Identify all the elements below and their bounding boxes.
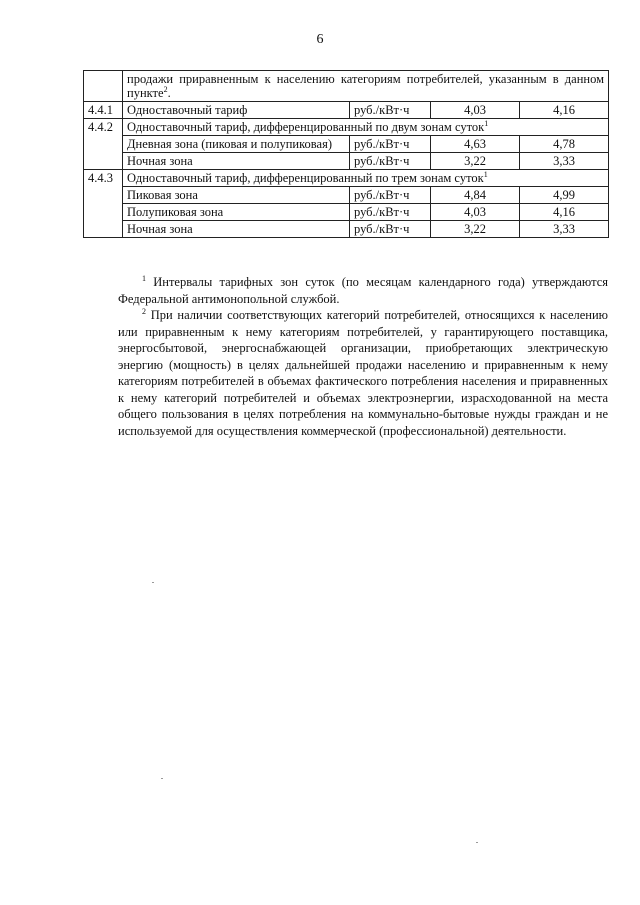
- row-name: Полупиковая зона: [123, 204, 350, 221]
- group-header-text: Одноставочный тариф, дифференцированный по трем зонам суток: [127, 171, 484, 185]
- footnote-text: При наличии соответствующих категорий потребителей, относящихся к населению или приравненным к нему категориям потребителей, у гарантирующего поставщика, энергосбытовой, энергоснабжающей организации, приобретающих электрическую энергию (мощность) в целях дальнейшей продажи населению и приравненным к нему категориям потребителей в объемах фактического потребления населения и приравненных к нему категорий потребителей и объемах электроэнергии, израсходованной на места общего пользования в целях потребления на коммунально-бытовые нужды граждан и не используемой для осуществления коммерческой (профессиональной) деятельности.: [118, 308, 608, 438]
- row-unit: руб./кВт·ч: [350, 153, 431, 170]
- row-value-1: 4,03: [431, 204, 520, 221]
- scan-speck: [152, 582, 154, 583]
- footnote-ref: 1: [483, 169, 488, 179]
- table-row: [84, 119, 609, 136]
- footnote-2: [118, 307, 608, 439]
- table-row: [84, 187, 609, 204]
- group-header: [123, 170, 609, 187]
- table-row: [84, 221, 609, 238]
- row-code: 4.4.3: [84, 170, 123, 238]
- intro-cell: [123, 71, 609, 102]
- row-value-1: 4,63: [431, 136, 520, 153]
- table-row: [84, 102, 609, 119]
- table-row: [84, 153, 609, 170]
- row-value-2: 3,33: [520, 153, 609, 170]
- footnotes: [118, 274, 608, 439]
- page-number: 6: [316, 32, 324, 47]
- row-code: 4.4.2: [84, 119, 123, 170]
- footnote-mark: 1: [142, 273, 146, 283]
- row-value-2: 4,99: [520, 187, 609, 204]
- tariff-table: [83, 70, 609, 238]
- table-row: [84, 71, 609, 102]
- row-code: 4.4.1: [84, 102, 123, 119]
- table-row: [84, 204, 609, 221]
- row-unit: руб./кВт·ч: [350, 102, 431, 119]
- footnote-ref: 1: [484, 118, 489, 128]
- row-code: [84, 71, 123, 102]
- row-unit: руб./кВт·ч: [350, 187, 431, 204]
- row-name: Ночная зона: [123, 153, 350, 170]
- row-unit: руб./кВт·ч: [350, 221, 431, 238]
- row-value-1: 3,22: [431, 221, 520, 238]
- table-row: [84, 170, 609, 187]
- row-value-2: 4,78: [520, 136, 609, 153]
- row-unit: руб./кВт·ч: [350, 204, 431, 221]
- row-value-1: 4,84: [431, 187, 520, 204]
- row-value-2: 4,16: [520, 204, 609, 221]
- footnote-ref: 2: [163, 84, 168, 94]
- row-name: Ночная зона: [123, 221, 350, 238]
- row-value-2: 4,16: [520, 102, 609, 119]
- intro-end: .: [167, 86, 171, 100]
- footnote-mark: 2: [142, 306, 146, 316]
- row-value-2: 3,33: [520, 221, 609, 238]
- footnote-text: Интервалы тарифных зон суток (по месяцам календарного года) утверждаются Федеральной антимонопольной службой.: [118, 275, 609, 306]
- group-header: [123, 119, 609, 136]
- intro-text: продажи приравненным к населению категориям потребителей, указанным в данном пункте: [127, 72, 604, 100]
- row-name: Одноставочный тариф: [123, 102, 350, 119]
- scan-speck: [161, 778, 163, 779]
- row-name: Пиковая зона: [123, 187, 350, 204]
- group-header-text: Одноставочный тариф, дифференцированный по двум зонам суток: [127, 120, 485, 134]
- row-value-1: 3,22: [431, 153, 520, 170]
- row-name: Дневная зона (пиковая и полупиковая): [123, 136, 350, 153]
- row-value-1: 4,03: [431, 102, 520, 119]
- row-unit: руб./кВт·ч: [350, 136, 431, 153]
- scan-speck: [476, 842, 478, 843]
- table-row: [84, 136, 609, 153]
- footnote-1: [118, 274, 608, 307]
